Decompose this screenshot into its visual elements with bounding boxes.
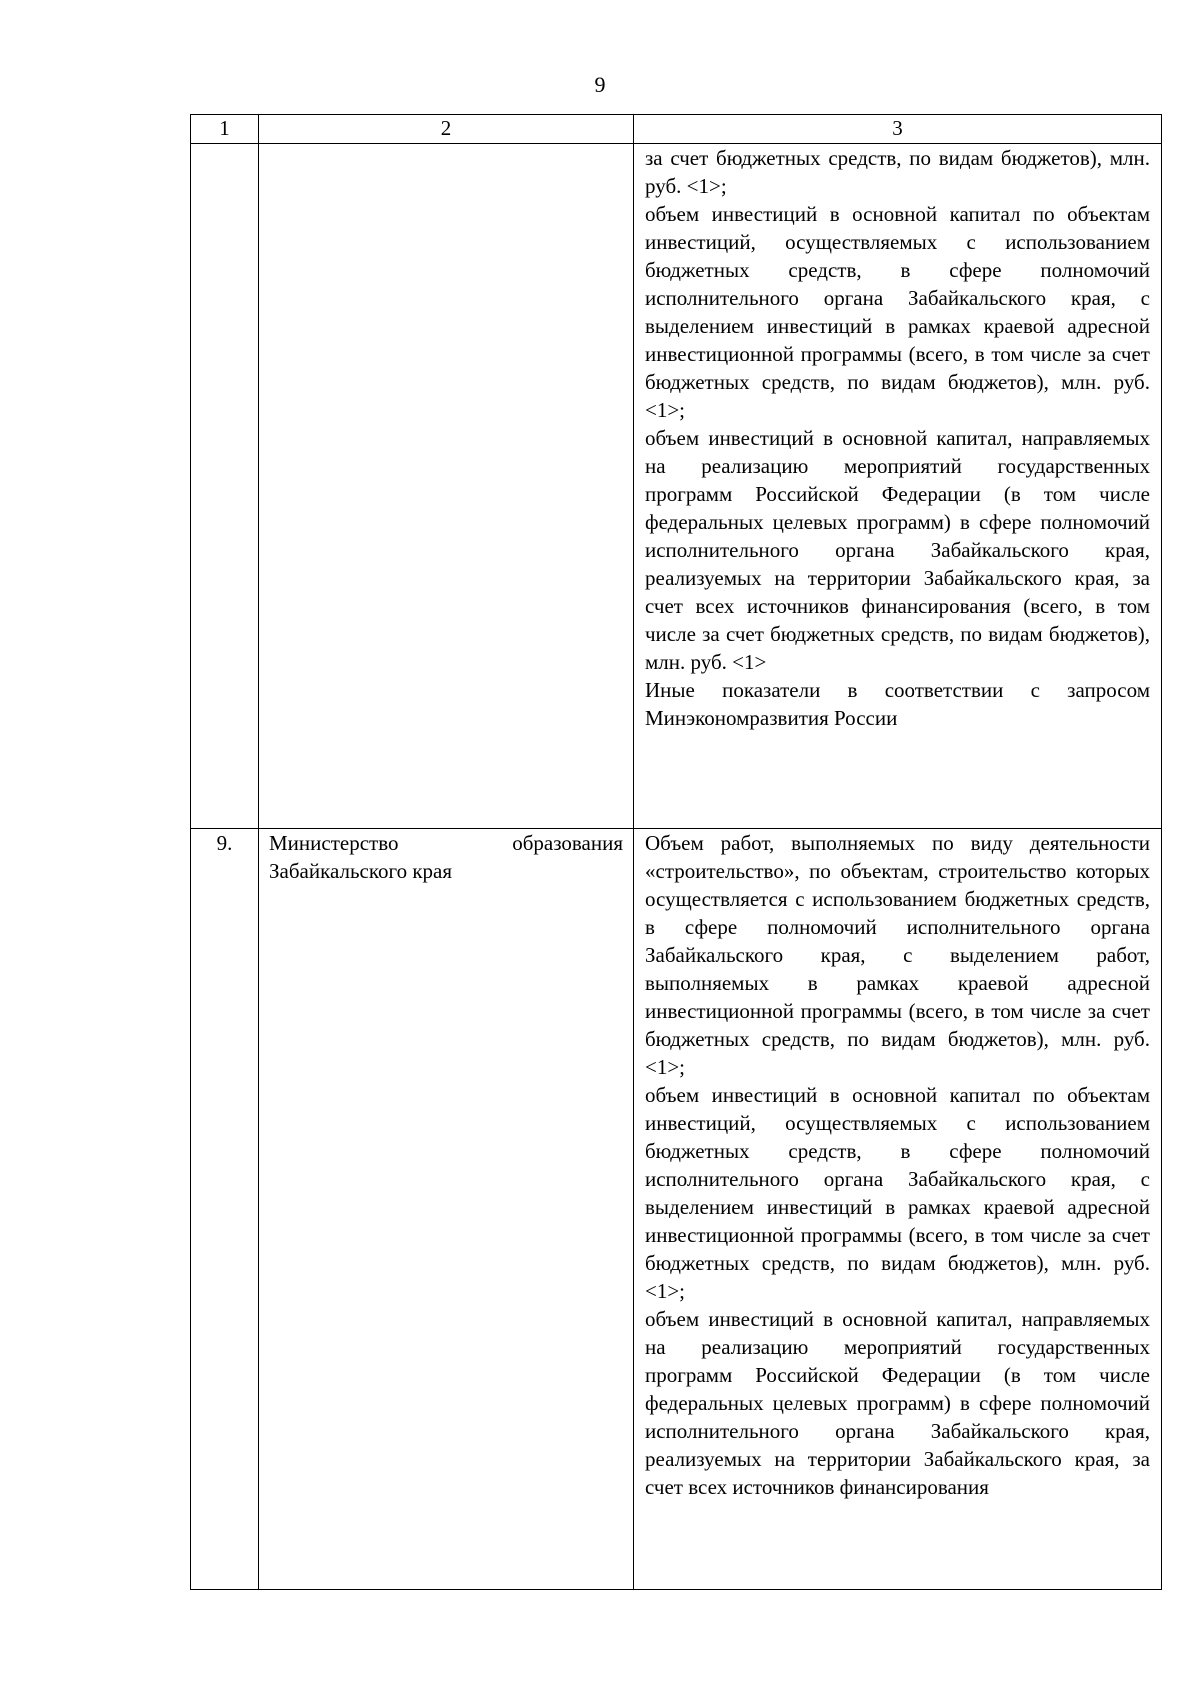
page-number: 9 [594, 72, 606, 97]
organization-name-part: образования [512, 831, 623, 855]
indicator-text: объем инвестиций в основной капитал, направляемых на реализацию мероприятий государственных программ Российской Федерации (в том числе федеральных целевых программ) в сфере полномочий исполнительного органа Забайкальского края, реализуемых на территории Забайкальского края, за счет всех источников финансирования [645, 1307, 1150, 1499]
column-header-2: 2 [259, 115, 634, 144]
organization-name-line: Забайкальского края [269, 859, 453, 883]
indicator-text: объем инвестиций в основной капитал, направляемых на реализацию мероприятий государственных программ Российской Федерации (в том числе федеральных целевых программ) в сфере полномочий исполнительного органа Забайкальского края, реализуемых на территории Забайкальского края, за счет всех источников финансирования (всего, в том числе за счет бюджетных средств, по видам бюджетов), млн. руб. <1> [645, 426, 1150, 674]
indicator-text: Объем работ, выполняемых по виду деятельности «строительство», по объектам, строительство которых осуществляется с использованием бюджетных средств, в сфере полномочий исполнительного органа Забайкальского края, с выделением работ, выполняемых в рамках краевой адресной инвестиционной программы (всего, в том числе за счет бюджетных средств, по видам бюджетов), млн. руб. <1>; [645, 831, 1150, 1079]
indicators-cell [634, 829, 1162, 1590]
row-number [191, 144, 259, 829]
table-row [191, 829, 1162, 1590]
column-header-3: 3 [634, 115, 1162, 144]
indicator-text: Иные показатели в соответствии с запросом Минэкономразвития России [645, 678, 1150, 730]
column-header-1: 1 [191, 115, 259, 144]
organization-cell [259, 144, 634, 829]
row-number: 9. [191, 829, 259, 1590]
organization-cell [259, 829, 634, 1590]
indicators-cell [634, 144, 1162, 829]
indicator-text: объем инвестиций в основной капитал по объектам инвестиций, осуществляемых с использованием бюджетных средств, в сфере полномочий исполнительного органа Забайкальского края, с выделением инвестиций в рамках краевой адресной инвестиционной программы (всего, в том числе за счет бюджетных средств, по видам бюджетов), млн. руб. <1>; [645, 202, 1150, 422]
indicator-text: объем инвестиций в основной капитал по объектам инвестиций, осуществляемых с использованием бюджетных средств, в сфере полномочий исполнительного органа Забайкальского края, с выделением инвестиций в рамках краевой адресной инвестиционной программы (всего, в том числе за счет бюджетных средств, по видам бюджетов), млн. руб. <1>; [645, 1083, 1150, 1303]
table-header-row [191, 115, 1162, 144]
organization-name-line [269, 829, 623, 857]
table-row [191, 144, 1162, 829]
indicator-text: за счет бюджетных средств, по видам бюджетов), млн. руб. <1>; [645, 146, 1150, 198]
organization-name-part: Министерство [269, 831, 399, 855]
indicators-table [190, 114, 1162, 1590]
